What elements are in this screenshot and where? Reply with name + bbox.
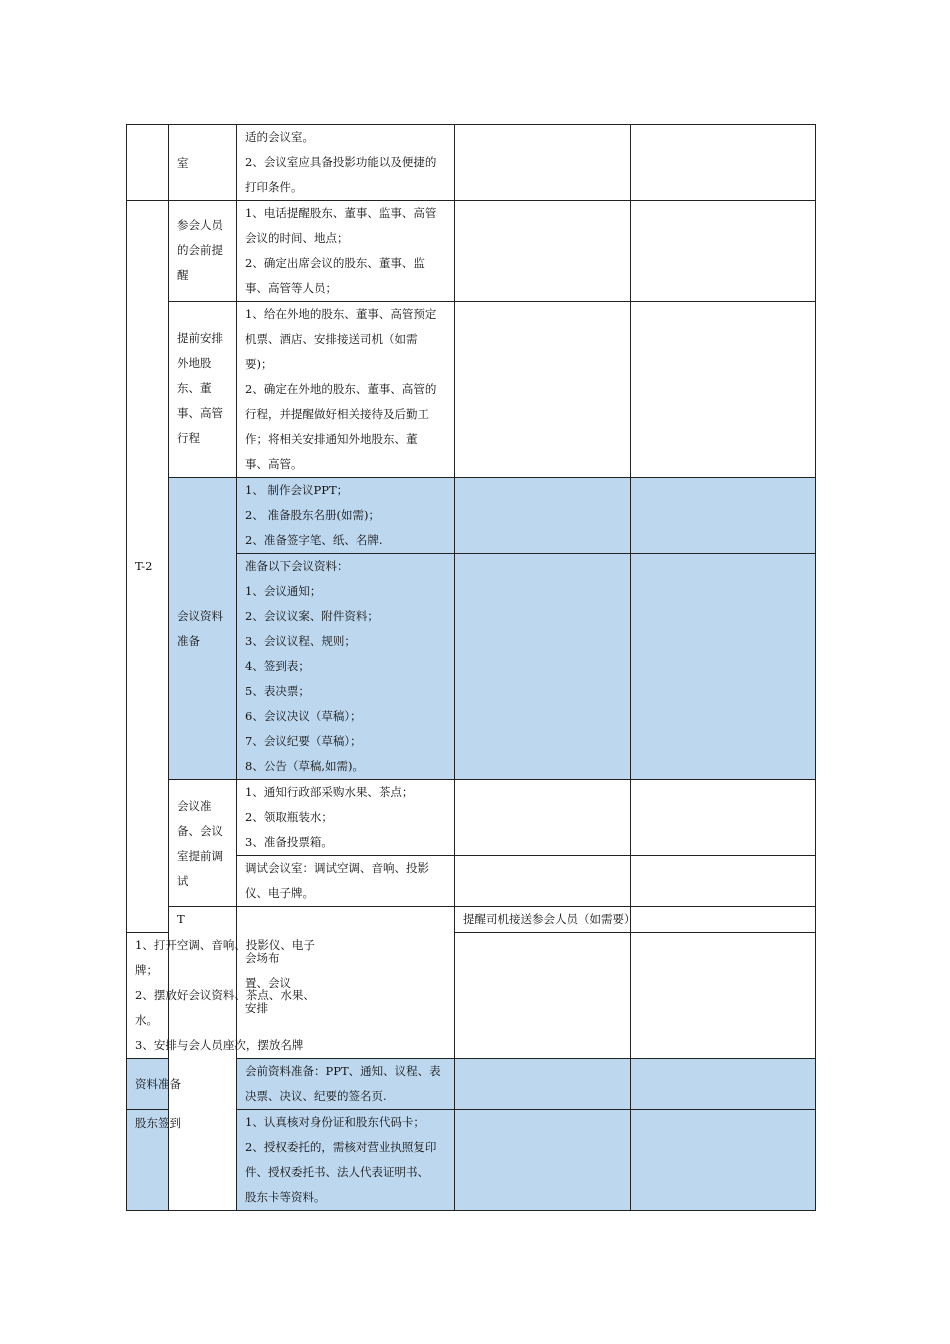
item-cell [169,125,237,201]
text-line: 置、会议 [245,975,291,990]
text-line: 1、 制作会议PPT； [245,483,349,497]
empty-cell [631,856,816,907]
item-cell [169,201,237,302]
empty-cell [455,478,631,554]
item-cell [127,1110,181,1211]
text-line: 8、公告（草稿,如需)。 [245,759,364,773]
text-line: 2、授权委托的，需核对营业执照复印 [245,1140,437,1154]
content-cell [237,478,455,554]
text-line: 备、会议 [177,824,223,838]
text-line: 股东卡等资料。 [245,1190,326,1204]
empty-cell [631,933,816,1059]
text-line: 事、高管。 [245,457,303,471]
empty-cell [631,478,816,554]
text-line: 1、会议通知； [245,584,322,598]
empty-cell [455,1059,631,1110]
text-line: 决票、决议、纪要的签名页. [245,1089,387,1103]
text-line: 1、电话提醒股东、董事、监事、高管 [245,206,437,220]
item-cell [169,478,237,780]
text-line: 会议的时间、地点； [245,231,349,245]
content-cell [237,1059,455,1110]
content-cell [237,125,455,201]
empty-cell [631,780,816,856]
text-line: 7、会议纪要（草稿）； [245,734,362,748]
table-row [127,125,816,201]
text-line: 1、通知行政部采购水果、茶点； [245,785,414,799]
text-line: 室提前调 [177,849,223,863]
text-line: 醒 [177,268,189,282]
content-cell [237,302,455,478]
text-line: 2、确定在外地的股东、董事、高管的 [245,382,437,396]
empty-cell [455,554,631,780]
text-line: 要)； [245,357,273,371]
empty-cell [455,933,631,1059]
text-line: 2、确定出席会议的股东、董事、监 [245,256,425,270]
meeting-schedule-table [126,124,816,1211]
content-cell [237,201,455,302]
text-line: 会议资料 [177,609,223,623]
content-cell [237,554,455,780]
text-line: 2、会议议案、附件资料； [245,609,379,623]
text-line: 室 [177,155,189,170]
text-line: 安排 [245,1000,268,1015]
text-line: 3、安排与会人员座次，摆放名牌 [135,1038,304,1052]
text-line: 2、准备签字笔、纸、名牌. [245,533,383,547]
item-cell [169,302,237,478]
text-line: 准备 [177,634,200,648]
text-line: 外地股 [177,356,212,370]
item-cell [237,907,455,1059]
content-cell [237,856,455,907]
empty-cell [455,125,631,201]
text-line: 1、认真核对身份证和股东代码卡； [245,1115,425,1129]
phase-label: T-2 [135,559,153,573]
text-line: 会议准 [177,799,212,813]
text-line: 作；将相关安排通知外地股东、董 [245,432,418,446]
phase-cell-t [169,907,237,1211]
table-row [127,302,816,478]
text-line: 参会人员 [177,218,223,232]
text-line: 股东签到 [135,1116,181,1130]
empty-cell [631,1110,816,1211]
empty-cell [631,907,816,933]
item-cell [169,780,237,907]
content-cell [455,907,636,933]
text-line: 提醒司机接送参会人员（如需要） [463,912,636,926]
text-line: 件、授权委托书、法人代表证明书、 [245,1165,429,1179]
content-cell [237,780,455,856]
table-row [127,780,816,856]
table-row [127,201,816,302]
text-line: 事、高管等人员； [245,281,337,295]
text-line: 调试会议室：调试空调、音响、投影 [245,861,429,875]
text-line: 2、领取瓶装水； [245,810,333,824]
empty-cell [631,1059,816,1110]
text-line: 适的会议室。 [245,130,314,144]
empty-cell [455,201,631,302]
text-line: 1、给在外地的股东、董事、高管预定 [245,307,437,321]
text-line: 行程 [177,431,200,445]
empty-cell [631,554,816,780]
text-line: 牌； [135,963,158,977]
text-line: 2、摆放好会议资料、茶点、水果、 [135,988,315,1002]
text-line: 试 [177,874,189,888]
content-cell [237,1110,455,1211]
table-row [127,907,816,933]
empty-cell [455,1110,631,1211]
empty-cell [455,302,631,478]
empty-cell [455,856,631,907]
text-line: 打印条件。 [245,180,303,194]
item-cell [127,1059,181,1110]
text-line: 机票、酒店、安排接送司机（如需 [245,332,418,346]
text-line: 4、签到表； [245,659,310,673]
text-line: 2、 准备股东名册(如需)； [245,508,380,522]
text-line: 会场布 [245,950,280,965]
text-line: 准备以下会议资料： [245,559,349,573]
text-line: 资料准备 [135,1077,181,1091]
empty-cell [631,125,816,201]
text-line: 行程，并提醒做好相关接待及后勤工 [245,407,429,421]
table-row [127,933,816,1059]
text-line: 东、董 [177,381,212,395]
text-line: 6、会议决议（草稿）； [245,709,362,723]
text-line: 仪、电子牌。 [245,886,314,900]
text-line: 1、打开空调、音响、投影仪、电子 [135,938,315,952]
text-line: 5、表决票； [245,684,310,698]
empty-cell [455,780,631,856]
table-row [127,478,816,554]
text-line: 的会前提 [177,243,223,257]
empty-cell [631,302,816,478]
text-line: 3、会议议程、规则； [245,634,356,648]
text-line: 事、高管 [177,406,223,420]
phase-cell-t2 [127,201,169,933]
phase-cell-empty [127,125,169,201]
text-line: 3、准备投票箱。 [245,835,333,849]
text-line: 水。 [135,1013,158,1027]
text-line: 2、会议室应具备投影功能以及便捷的 [245,155,437,169]
text-line: 会前资料准备：PPT、通知、议程、表 [245,1064,441,1078]
empty-cell [631,201,816,302]
text-line: 提前安排 [177,331,223,345]
phase-label: T [177,912,185,926]
